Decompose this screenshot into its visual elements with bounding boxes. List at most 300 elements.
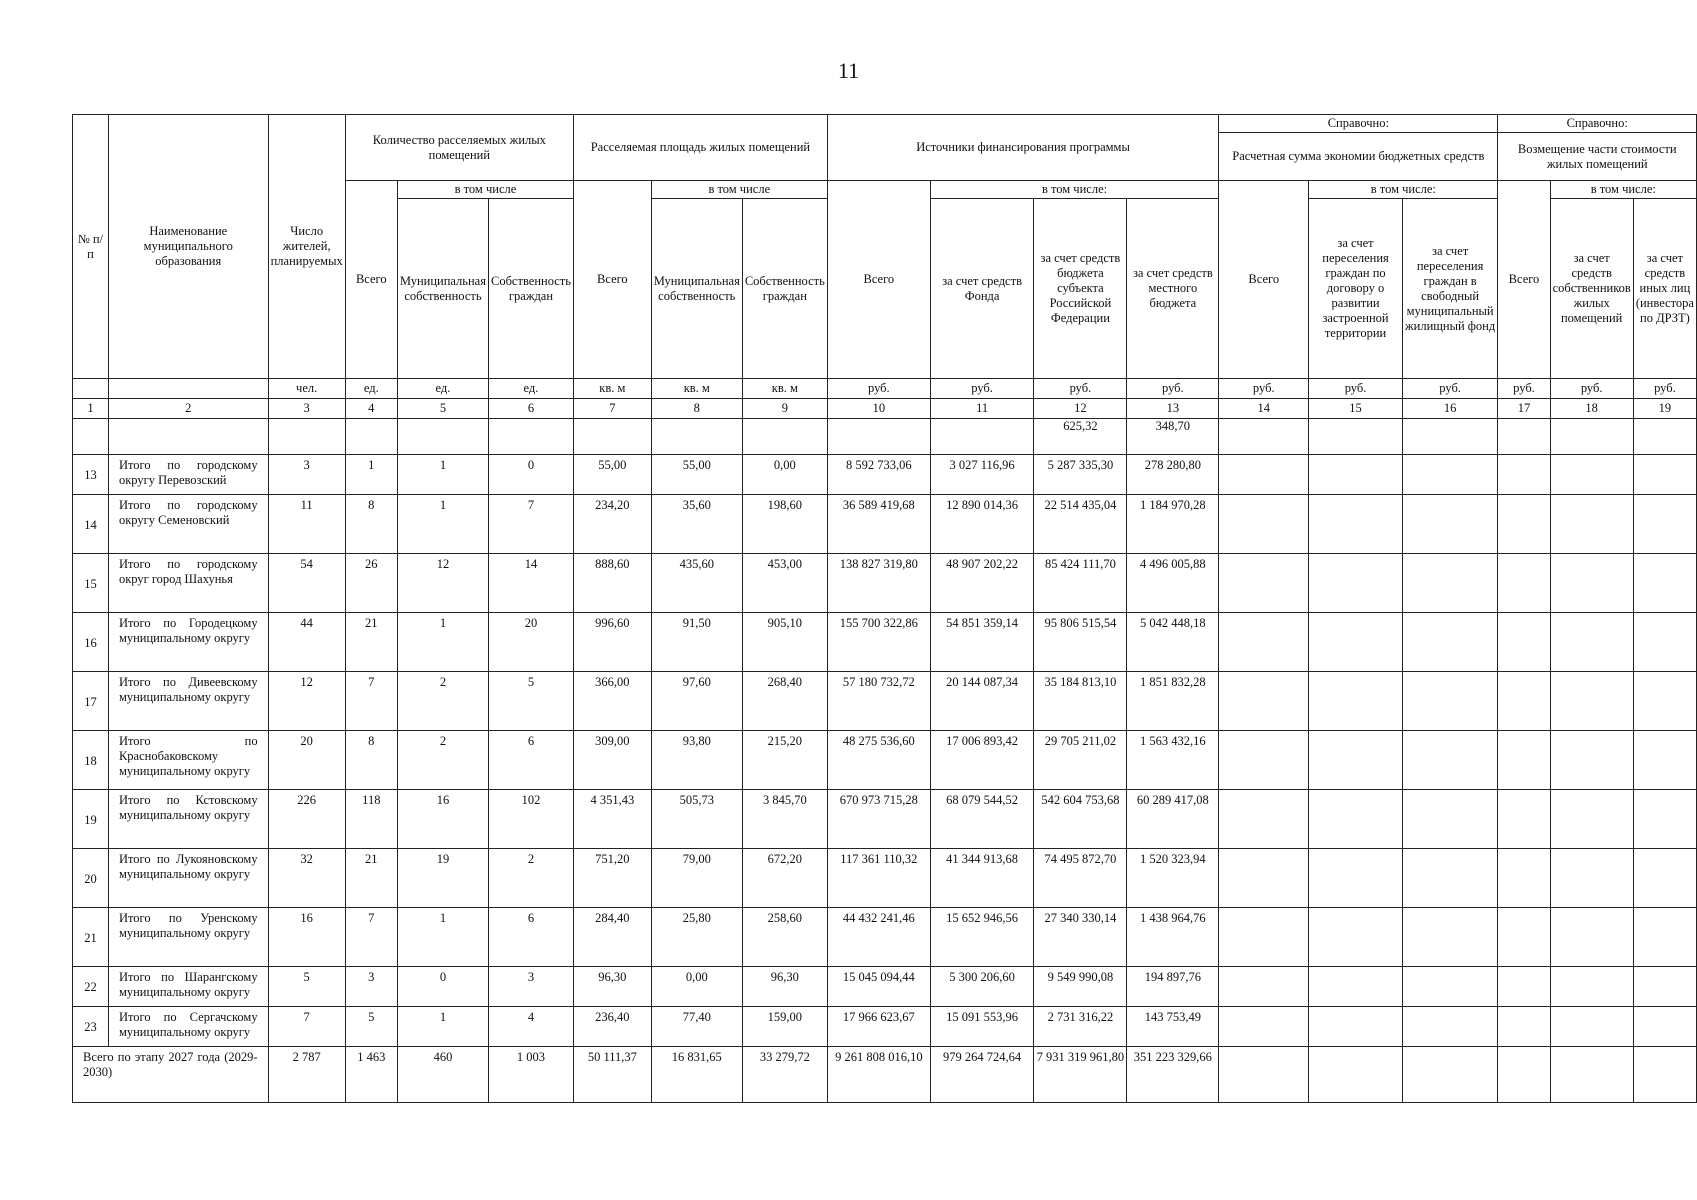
row-value-c9: 258,60 bbox=[742, 908, 827, 967]
total-value-c3: 2 787 bbox=[268, 1047, 345, 1103]
row-empty-cell bbox=[1633, 554, 1696, 613]
row-value-c6: 6 bbox=[488, 731, 573, 790]
row-value-c9: 672,20 bbox=[742, 849, 827, 908]
row-value-c11: 15 091 553,96 bbox=[930, 1007, 1034, 1047]
column-index: 7 bbox=[573, 399, 651, 419]
column-index: 13 bbox=[1127, 399, 1219, 419]
row-value-c4: 7 bbox=[345, 908, 397, 967]
row-value-c4: 118 bbox=[345, 790, 397, 849]
total-value-c12: 7 931 319 961,80 bbox=[1034, 1047, 1127, 1103]
row-empty-cell bbox=[1498, 731, 1550, 790]
row-value-c4: 21 bbox=[345, 613, 397, 672]
row-value-c6: 5 bbox=[488, 672, 573, 731]
row-empty-cell bbox=[1402, 849, 1498, 908]
row-value-c11: 17 006 893,42 bbox=[930, 731, 1034, 790]
row-value-c3: 226 bbox=[268, 790, 345, 849]
table-header bbox=[73, 115, 1697, 419]
row-value-c13: 5 042 448,18 bbox=[1127, 613, 1219, 672]
row-empty-cell bbox=[1402, 1007, 1498, 1047]
row-value-c10: 117 361 110,32 bbox=[827, 849, 930, 908]
row-empty-cell bbox=[1550, 790, 1633, 849]
header-finance-including: в том числе: bbox=[930, 181, 1218, 199]
row-value-c10: 15 045 094,44 bbox=[827, 967, 930, 1007]
carry-over-row bbox=[73, 419, 1697, 455]
column-index: 8 bbox=[651, 399, 742, 419]
table-body bbox=[73, 419, 1697, 1103]
row-value-c3: 32 bbox=[268, 849, 345, 908]
column-index: 16 bbox=[1402, 399, 1498, 419]
row-value-c4: 5 bbox=[345, 1007, 397, 1047]
table-row bbox=[73, 554, 1697, 613]
row-number: 18 bbox=[73, 731, 109, 790]
row-value-c5: 1 bbox=[397, 908, 488, 967]
column-index: 12 bbox=[1034, 399, 1127, 419]
row-value-c9: 905,10 bbox=[742, 613, 827, 672]
row-value-c11: 5 300 206,60 bbox=[930, 967, 1034, 1007]
row-empty-cell bbox=[1219, 613, 1309, 672]
total-empty-cell bbox=[1219, 1047, 1309, 1103]
row-value-c10: 17 966 623,67 bbox=[827, 1007, 930, 1047]
row-value-c12: 27 340 330,14 bbox=[1034, 908, 1127, 967]
row-value-c10: 155 700 322,86 bbox=[827, 613, 930, 672]
row-value-c7: 4 351,43 bbox=[573, 790, 651, 849]
row-value-c10: 670 973 715,28 bbox=[827, 790, 930, 849]
row-empty-cell bbox=[1219, 908, 1309, 967]
row-value-c10: 36 589 419,68 bbox=[827, 495, 930, 554]
row-value-c10: 57 180 732,72 bbox=[827, 672, 930, 731]
row-value-c13: 1 520 323,94 bbox=[1127, 849, 1219, 908]
row-value-c5: 19 bbox=[397, 849, 488, 908]
header-area-total: Всего bbox=[573, 181, 651, 379]
header-compensation-group: Возмещение части стоимости жилых помещений bbox=[1498, 133, 1697, 181]
row-empty-cell bbox=[1309, 455, 1403, 495]
row-value-c11: 3 027 116,96 bbox=[930, 455, 1034, 495]
row-empty-cell bbox=[1219, 731, 1309, 790]
row-value-c5: 1 bbox=[397, 613, 488, 672]
row-value-c9: 3 845,70 bbox=[742, 790, 827, 849]
row-value-c13: 1 851 832,28 bbox=[1127, 672, 1219, 731]
unit-cell: ед. bbox=[345, 379, 397, 399]
row-value-c13: 4 496 005,88 bbox=[1127, 554, 1219, 613]
row-value-c6: 2 bbox=[488, 849, 573, 908]
total-value-c5: 460 bbox=[397, 1047, 488, 1103]
table-row bbox=[73, 967, 1697, 1007]
header-finance-total: Всего bbox=[827, 181, 930, 379]
row-value-c3: 16 bbox=[268, 908, 345, 967]
header-regional: за счет средств бюджета субъекта Российской Федерации bbox=[1034, 199, 1127, 379]
row-value-c4: 21 bbox=[345, 849, 397, 908]
header-reference-2: Справочно: bbox=[1498, 115, 1697, 133]
row-empty-cell bbox=[1309, 1007, 1403, 1047]
units-row bbox=[73, 379, 1697, 399]
row-value-c9: 96,30 bbox=[742, 967, 827, 1007]
row-empty-cell bbox=[1402, 672, 1498, 731]
row-value-c6: 7 bbox=[488, 495, 573, 554]
header-area-including: в том числе bbox=[651, 181, 827, 199]
row-value-c5: 1 bbox=[397, 1007, 488, 1047]
column-index: 9 bbox=[742, 399, 827, 419]
row-value-c3: 11 bbox=[268, 495, 345, 554]
row-value-c3: 54 bbox=[268, 554, 345, 613]
row-empty-cell bbox=[1498, 908, 1550, 967]
row-value-c6: 0 bbox=[488, 455, 573, 495]
column-index: 11 bbox=[930, 399, 1034, 419]
row-municipality-name: Итого по Кстовскому муниципальному округу bbox=[108, 790, 268, 849]
row-empty-cell bbox=[1550, 849, 1633, 908]
row-value-c11: 15 652 946,56 bbox=[930, 908, 1034, 967]
row-empty-cell bbox=[1309, 849, 1403, 908]
unit-cell: руб. bbox=[827, 379, 930, 399]
unit-cell: кв. м bbox=[573, 379, 651, 399]
header-reference-1: Справочно: bbox=[1219, 115, 1498, 133]
unit-cell: руб. bbox=[1034, 379, 1127, 399]
header-savings-including: в том числе: bbox=[1309, 181, 1498, 199]
row-number: 15 bbox=[73, 554, 109, 613]
total-row bbox=[73, 1047, 1697, 1103]
row-value-c4: 1 bbox=[345, 455, 397, 495]
row-value-c13: 1 184 970,28 bbox=[1127, 495, 1219, 554]
unit-cell: руб. bbox=[1633, 379, 1696, 399]
column-index: 4 bbox=[345, 399, 397, 419]
carry-over-local: 348,70 bbox=[1127, 419, 1219, 455]
row-value-c13: 60 289 417,08 bbox=[1127, 790, 1219, 849]
total-empty-cell bbox=[1633, 1047, 1696, 1103]
row-number: 17 bbox=[73, 672, 109, 731]
unit-cell: кв. м bbox=[651, 379, 742, 399]
row-value-c8: 25,80 bbox=[651, 908, 742, 967]
total-value-c8: 16 831,65 bbox=[651, 1047, 742, 1103]
row-value-c4: 8 bbox=[345, 495, 397, 554]
total-empty-cell bbox=[1498, 1047, 1550, 1103]
row-empty-cell bbox=[1309, 495, 1403, 554]
header-rooms-group: Количество расселяемых жилых помещений bbox=[345, 115, 573, 181]
unit-cell: руб. bbox=[1498, 379, 1550, 399]
row-empty-cell bbox=[1402, 613, 1498, 672]
row-value-c11: 41 344 913,68 bbox=[930, 849, 1034, 908]
row-empty-cell bbox=[1309, 613, 1403, 672]
header-private-rooms: Собственность граждан bbox=[488, 199, 573, 379]
row-value-c6: 4 bbox=[488, 1007, 573, 1047]
row-empty-cell bbox=[1633, 672, 1696, 731]
row-number: 19 bbox=[73, 790, 109, 849]
row-empty-cell bbox=[1402, 731, 1498, 790]
row-empty-cell bbox=[1309, 672, 1403, 731]
row-value-c8: 55,00 bbox=[651, 455, 742, 495]
header-num: № п/п bbox=[73, 115, 109, 379]
row-value-c3: 5 bbox=[268, 967, 345, 1007]
row-value-c11: 20 144 087,34 bbox=[930, 672, 1034, 731]
column-index: 19 bbox=[1633, 399, 1696, 419]
row-value-c11: 54 851 359,14 bbox=[930, 613, 1034, 672]
row-empty-cell bbox=[1550, 613, 1633, 672]
row-value-c9: 453,00 bbox=[742, 554, 827, 613]
row-value-c4: 8 bbox=[345, 731, 397, 790]
row-value-c5: 2 bbox=[397, 731, 488, 790]
row-value-c7: 236,40 bbox=[573, 1007, 651, 1047]
row-empty-cell bbox=[1633, 908, 1696, 967]
row-empty-cell bbox=[1309, 554, 1403, 613]
header-owners: за счет средств собственников жилых помещений bbox=[1550, 199, 1633, 379]
row-empty-cell bbox=[1402, 790, 1498, 849]
row-empty-cell bbox=[1219, 849, 1309, 908]
row-empty-cell bbox=[1633, 731, 1696, 790]
row-value-c12: 35 184 813,10 bbox=[1034, 672, 1127, 731]
row-municipality-name: Итого по Сергачскому муниципальному округу bbox=[108, 1007, 268, 1047]
column-index: 5 bbox=[397, 399, 488, 419]
row-number: 20 bbox=[73, 849, 109, 908]
row-empty-cell bbox=[1402, 908, 1498, 967]
column-index: 10 bbox=[827, 399, 930, 419]
total-value-c11: 979 264 724,64 bbox=[930, 1047, 1034, 1103]
unit-cell: руб. bbox=[1127, 379, 1219, 399]
row-empty-cell bbox=[1498, 554, 1550, 613]
total-empty-cell bbox=[1309, 1047, 1403, 1103]
row-value-c7: 996,60 bbox=[573, 613, 651, 672]
total-empty-cell bbox=[1402, 1047, 1498, 1103]
header-finance-group: Источники финансирования программы bbox=[827, 115, 1218, 181]
row-value-c13: 143 753,49 bbox=[1127, 1007, 1219, 1047]
row-empty-cell bbox=[1550, 967, 1633, 1007]
row-empty-cell bbox=[1219, 1007, 1309, 1047]
row-empty-cell bbox=[1309, 790, 1403, 849]
row-municipality-name: Итого по Городецкому муниципальному округу bbox=[108, 613, 268, 672]
row-value-c10: 44 432 241,46 bbox=[827, 908, 930, 967]
row-value-c12: 542 604 753,68 bbox=[1034, 790, 1127, 849]
unit-cell: руб. bbox=[1309, 379, 1403, 399]
table-row bbox=[73, 731, 1697, 790]
row-empty-cell bbox=[1402, 495, 1498, 554]
row-value-c9: 198,60 bbox=[742, 495, 827, 554]
row-value-c12: 22 514 435,04 bbox=[1034, 495, 1127, 554]
row-value-c12: 74 495 872,70 bbox=[1034, 849, 1127, 908]
row-value-c3: 3 bbox=[268, 455, 345, 495]
row-empty-cell bbox=[1550, 554, 1633, 613]
row-value-c8: 97,60 bbox=[651, 672, 742, 731]
row-municipality-name: Итого по Шарангскому муниципальному округу bbox=[108, 967, 268, 1007]
header-area-group: Расселяемая площадь жилых помещений bbox=[573, 115, 827, 181]
row-value-c12: 9 549 990,08 bbox=[1034, 967, 1127, 1007]
row-value-c13: 1 438 964,76 bbox=[1127, 908, 1219, 967]
header-name: Наименование муниципального образования bbox=[108, 115, 268, 379]
unit-cell: кв. м bbox=[742, 379, 827, 399]
resettlement-table-container bbox=[72, 114, 1697, 1103]
row-value-c13: 194 897,76 bbox=[1127, 967, 1219, 1007]
table-row bbox=[73, 1007, 1697, 1047]
row-empty-cell bbox=[1498, 967, 1550, 1007]
row-value-c7: 55,00 bbox=[573, 455, 651, 495]
row-value-c5: 12 bbox=[397, 554, 488, 613]
row-empty-cell bbox=[1309, 967, 1403, 1007]
row-value-c9: 0,00 bbox=[742, 455, 827, 495]
row-number: 21 bbox=[73, 908, 109, 967]
row-number: 16 bbox=[73, 613, 109, 672]
table-row bbox=[73, 613, 1697, 672]
row-value-c7: 366,00 bbox=[573, 672, 651, 731]
column-index: 15 bbox=[1309, 399, 1403, 419]
row-empty-cell bbox=[1633, 455, 1696, 495]
row-value-c12: 5 287 335,30 bbox=[1034, 455, 1127, 495]
row-empty-cell bbox=[1633, 967, 1696, 1007]
row-value-c6: 20 bbox=[488, 613, 573, 672]
row-value-c8: 435,60 bbox=[651, 554, 742, 613]
row-empty-cell bbox=[1550, 495, 1633, 554]
row-empty-cell bbox=[1219, 672, 1309, 731]
header-resettle-contract: за счет переселения граждан по договору о развитии застроенной территории bbox=[1309, 199, 1403, 379]
row-value-c11: 68 079 544,52 bbox=[930, 790, 1034, 849]
row-empty-cell bbox=[1550, 1007, 1633, 1047]
header-savings-total: Всего bbox=[1219, 181, 1309, 379]
row-value-c4: 3 bbox=[345, 967, 397, 1007]
header-private-area: Собственность граждан bbox=[742, 199, 827, 379]
header-rooms-total: Всего bbox=[345, 181, 397, 379]
row-value-c12: 85 424 111,70 bbox=[1034, 554, 1127, 613]
row-value-c6: 6 bbox=[488, 908, 573, 967]
resettlement-table bbox=[72, 114, 1697, 1103]
column-index-row bbox=[73, 399, 1697, 419]
header-municipal-rooms: Муниципальная собственность bbox=[397, 199, 488, 379]
row-value-c13: 278 280,80 bbox=[1127, 455, 1219, 495]
row-value-c5: 16 bbox=[397, 790, 488, 849]
row-empty-cell bbox=[1550, 908, 1633, 967]
row-empty-cell bbox=[1219, 790, 1309, 849]
unit-cell: руб. bbox=[930, 379, 1034, 399]
row-empty-cell bbox=[1550, 455, 1633, 495]
header-fund: за счет средств Фонда bbox=[930, 199, 1034, 379]
row-value-c8: 91,50 bbox=[651, 613, 742, 672]
row-empty-cell bbox=[1498, 1007, 1550, 1047]
row-value-c8: 93,80 bbox=[651, 731, 742, 790]
header-savings-group: Расчетная сумма экономии бюджетных средств bbox=[1219, 133, 1498, 181]
row-value-c5: 1 bbox=[397, 495, 488, 554]
row-empty-cell bbox=[1498, 790, 1550, 849]
column-index: 3 bbox=[268, 399, 345, 419]
row-empty-cell bbox=[1550, 731, 1633, 790]
table-row bbox=[73, 908, 1697, 967]
header-rooms-including: в том числе bbox=[397, 181, 573, 199]
table-row bbox=[73, 672, 1697, 731]
row-value-c5: 0 bbox=[397, 967, 488, 1007]
row-empty-cell bbox=[1402, 455, 1498, 495]
row-municipality-name: Итого по городскому округу Семеновский bbox=[108, 495, 268, 554]
row-municipality-name: Итого по Лукояновскому муниципальному округу bbox=[108, 849, 268, 908]
column-index: 2 bbox=[108, 399, 268, 419]
total-value-c7: 50 111,37 bbox=[573, 1047, 651, 1103]
unit-cell: руб. bbox=[1219, 379, 1309, 399]
header-compensation-total: Всего bbox=[1498, 181, 1550, 379]
row-value-c7: 309,00 bbox=[573, 731, 651, 790]
column-index: 18 bbox=[1550, 399, 1633, 419]
header-local: за счет средств местного бюджета bbox=[1127, 199, 1219, 379]
row-number: 22 bbox=[73, 967, 109, 1007]
column-index: 17 bbox=[1498, 399, 1550, 419]
total-value-c6: 1 003 bbox=[488, 1047, 573, 1103]
row-empty-cell bbox=[1402, 554, 1498, 613]
row-value-c3: 20 bbox=[268, 731, 345, 790]
row-value-c7: 284,40 bbox=[573, 908, 651, 967]
row-municipality-name: Итого по городскому округу Перевозский bbox=[108, 455, 268, 495]
unit-cell: чел. bbox=[268, 379, 345, 399]
row-value-c12: 2 731 316,22 bbox=[1034, 1007, 1127, 1047]
row-municipality-name: Итого по Уренскому муниципальному округу bbox=[108, 908, 268, 967]
row-value-c8: 79,00 bbox=[651, 849, 742, 908]
row-empty-cell bbox=[1550, 672, 1633, 731]
row-empty-cell bbox=[1633, 1007, 1696, 1047]
row-empty-cell bbox=[1498, 849, 1550, 908]
row-value-c9: 268,40 bbox=[742, 672, 827, 731]
row-value-c5: 1 bbox=[397, 455, 488, 495]
row-value-c10: 8 592 733,06 bbox=[827, 455, 930, 495]
header-residents: Число жителей, планируемых bbox=[268, 115, 345, 379]
total-empty-cell bbox=[1550, 1047, 1633, 1103]
row-empty-cell bbox=[1498, 672, 1550, 731]
row-value-c13: 1 563 432,16 bbox=[1127, 731, 1219, 790]
unit-cell: руб. bbox=[1402, 379, 1498, 399]
row-empty-cell bbox=[1633, 495, 1696, 554]
row-empty-cell bbox=[1498, 455, 1550, 495]
table-row bbox=[73, 495, 1697, 554]
row-value-c8: 35,60 bbox=[651, 495, 742, 554]
row-empty-cell bbox=[1402, 967, 1498, 1007]
column-index: 6 bbox=[488, 399, 573, 419]
row-value-c4: 7 bbox=[345, 672, 397, 731]
row-empty-cell bbox=[1219, 967, 1309, 1007]
row-value-c11: 48 907 202,22 bbox=[930, 554, 1034, 613]
row-value-c6: 14 bbox=[488, 554, 573, 613]
row-empty-cell bbox=[1633, 849, 1696, 908]
row-empty-cell bbox=[1219, 554, 1309, 613]
row-value-c11: 12 890 014,36 bbox=[930, 495, 1034, 554]
row-value-c4: 26 bbox=[345, 554, 397, 613]
row-value-c7: 888,60 bbox=[573, 554, 651, 613]
row-value-c12: 29 705 211,02 bbox=[1034, 731, 1127, 790]
row-empty-cell bbox=[1219, 495, 1309, 554]
row-value-c7: 96,30 bbox=[573, 967, 651, 1007]
table-row bbox=[73, 455, 1697, 495]
row-value-c3: 12 bbox=[268, 672, 345, 731]
row-empty-cell bbox=[1309, 731, 1403, 790]
row-value-c8: 505,73 bbox=[651, 790, 742, 849]
row-empty-cell bbox=[1219, 455, 1309, 495]
row-value-c8: 0,00 bbox=[651, 967, 742, 1007]
table-row bbox=[73, 849, 1697, 908]
total-value-c9: 33 279,72 bbox=[742, 1047, 827, 1103]
row-value-c3: 44 bbox=[268, 613, 345, 672]
table-row bbox=[73, 790, 1697, 849]
header-compensation-including: в том числе: bbox=[1550, 181, 1696, 199]
row-value-c8: 77,40 bbox=[651, 1007, 742, 1047]
row-value-c5: 2 bbox=[397, 672, 488, 731]
row-number: 14 bbox=[73, 495, 109, 554]
row-value-c7: 751,20 bbox=[573, 849, 651, 908]
row-empty-cell bbox=[1309, 908, 1403, 967]
header-resettle-free: за счет переселения граждан в свободный муниципальный жилищный фонд bbox=[1402, 199, 1498, 379]
row-municipality-name: Итого по Дивеевскому муниципальному округу bbox=[108, 672, 268, 731]
carry-over-regional: 625,32 bbox=[1034, 419, 1127, 455]
row-value-c12: 95 806 515,54 bbox=[1034, 613, 1127, 672]
column-index: 14 bbox=[1219, 399, 1309, 419]
row-value-c7: 234,20 bbox=[573, 495, 651, 554]
total-value-c13: 351 223 329,66 bbox=[1127, 1047, 1219, 1103]
row-number: 23 bbox=[73, 1007, 109, 1047]
row-value-c6: 102 bbox=[488, 790, 573, 849]
row-value-c9: 215,20 bbox=[742, 731, 827, 790]
row-empty-cell bbox=[1498, 495, 1550, 554]
row-value-c3: 7 bbox=[268, 1007, 345, 1047]
row-empty-cell bbox=[1633, 790, 1696, 849]
unit-cell: ед. bbox=[488, 379, 573, 399]
total-value-c4: 1 463 bbox=[345, 1047, 397, 1103]
page-number: 11 bbox=[837, 58, 860, 83]
